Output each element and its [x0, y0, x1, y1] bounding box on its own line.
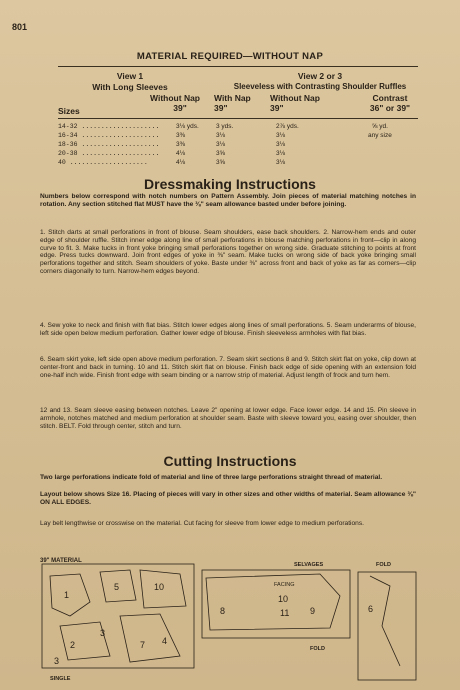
- cell: 3⅛: [216, 132, 226, 139]
- view1-sub: With Long Sleeves: [92, 82, 168, 92]
- fold-label: FOLD: [376, 562, 391, 568]
- table-row: 16-34 ....................: [58, 132, 160, 139]
- cell: 3⅛: [276, 132, 286, 139]
- cell: 3⅛: [276, 159, 286, 166]
- sizes-label: Sizes: [58, 106, 80, 116]
- divider: [58, 118, 418, 119]
- piece-1: [50, 574, 90, 616]
- cell: 3⅛ yds.: [176, 123, 199, 130]
- skirt-piece: [206, 574, 340, 630]
- cell: 3⅛: [276, 150, 286, 157]
- material-left: [42, 564, 194, 668]
- material-title: MATERIAL REQUIRED—WITHOUT NAP: [136, 51, 324, 62]
- table-row: 18-36 ....................: [58, 141, 160, 148]
- cell: 3⅜: [176, 132, 186, 139]
- with-nap: With Nap: [214, 93, 251, 103]
- view1-col: Without Nap: [150, 93, 200, 103]
- cell: 3⅛: [216, 141, 226, 148]
- piece-label: 5: [114, 582, 120, 592]
- piece-label: 9: [310, 606, 316, 616]
- cell: 3 yds.: [216, 123, 234, 130]
- cell: ⅝ yd.: [372, 123, 388, 130]
- table-row: 20-38 ....................: [58, 150, 160, 157]
- cell: 2⅞ yds.: [276, 123, 299, 130]
- cutting-title: Cutting Instructions: [163, 453, 297, 469]
- cell: 3⅛: [276, 141, 286, 148]
- material-label: 39" MATERIAL: [40, 558, 82, 564]
- piece-label: 7: [140, 640, 146, 650]
- dressmaking-step-12: 12 and 13. Seam sleeve easing between notches. Leave 2" opening at lower edge. Face lower edge. 14 and 15. Pin sleeve in armhole, notches matched and medium perforation at shoulder seam. Baste with sleeve toward you, easing over shoulder, then stitch. BELT. Fold through center, stitch and turn.: [40, 407, 416, 430]
- piece-label: 10: [278, 594, 289, 604]
- view23-title: View 2 or 3: [297, 71, 343, 81]
- layout-svg: [40, 556, 420, 682]
- table-row: 14-32 ....................: [58, 123, 160, 130]
- fold-label-bottom: FOLD: [310, 646, 325, 652]
- piece-label: 1: [64, 590, 70, 600]
- cell: 4⅛: [176, 159, 186, 166]
- piece-7: [120, 614, 180, 662]
- piece-label: 11: [280, 608, 290, 618]
- without-nap-width: 39": [270, 103, 284, 113]
- piece-label: 10: [154, 582, 165, 592]
- contrast-width: 36" or 39": [369, 103, 411, 113]
- piece-label: 6: [368, 604, 374, 614]
- belt-piece: [370, 576, 400, 666]
- without-nap: Without Nap: [270, 93, 320, 103]
- selvages-label: SELVAGES: [294, 562, 324, 568]
- table-row: 40 ....................: [58, 159, 148, 166]
- cell: 3⅝: [216, 159, 226, 166]
- piece-label: 4: [162, 636, 168, 646]
- piece-label: 8: [220, 606, 226, 616]
- cell: 3⅜: [176, 141, 186, 148]
- piece-label: 3: [100, 628, 106, 638]
- cell: any size: [368, 132, 392, 139]
- single-label: SINGLE: [50, 676, 71, 682]
- cutting-intro: Two large perforations indicate fold of material and line of three large perforations straight thread of material.: [40, 474, 383, 481]
- cutting-layout: Layout below shows Size 16. Placing of pieces will vary in other sizes and other widths of material. Seam allowance ⅜" ON ALL EDGES.: [40, 491, 416, 506]
- material-right: [358, 572, 416, 680]
- page-number: 801: [12, 22, 28, 32]
- cell: 4⅛: [176, 150, 186, 157]
- divider: [58, 66, 418, 67]
- cutting-belt: Lay belt lengthwise or crosswise on the material. Cut facing for sleeve from lower edge to medium perforations.: [40, 520, 364, 527]
- cell: 3⅝: [216, 150, 226, 157]
- view23-sub: Sleeveless with Contrasting Shoulder Ruffles: [233, 82, 407, 91]
- piece-label: 3: [54, 656, 60, 666]
- cutting-layout-diagram: [40, 556, 420, 682]
- contrast: Contrast: [372, 93, 408, 103]
- dressmaking-intro: Numbers below correspond with notch numbers on Pattern Assembly. Join pieces of material matching notches in rotation. Any section stitched flat MUST have the ⅜" seam allowance basted under before joining.: [40, 193, 416, 208]
- dressmaking-step-1: 1. Stitch darts at small perforations in front of blouse. Seam shoulders, ease back shoulders. 2. Narrow-hem ends and outer edge of shoulder ruffle. Stitch inner edge along line of small perforations in blouse matching perforations in front—clip in along curve to fit. 3. Make tucks in front yoke bringing small perforations together on wrong side. Graduate stitching to points at front edge. Press tucks downward. Join front edges of yoke in ⅜" seam. Make tucks on wrong side of back yoke bringing small perforations together and stitch. Seam shoulders of yoke. Baste under ⅜" across front and back of yoke as far as corners—clip corners diagonally to turn. Narrow-hem edges beyond.: [40, 229, 416, 275]
- with-nap-width: 39": [214, 103, 228, 113]
- dressmaking-step-6: 6. Seam skirt yoke, left side open above medium perforation. 7. Seam skirt sections 8 and 9. Stitch skirt flat on yoke, clip down at center-front and back in turning. 10 and 11. Stitch skirt flat on blouse. Finish back edge of side opening with an extension fold one-half inch wide. Finish front edge with seam binding or a narrow strip of material. Adjust length of frock and turn hem.: [40, 356, 416, 379]
- view1-col2: 39": [173, 103, 187, 113]
- dressmaking-title: Dressmaking Instructions: [144, 176, 316, 192]
- piece-label: 2: [70, 640, 76, 650]
- dressmaking-step-4: 4. Sew yoke to neck and finish with flat bias. Stitch lower edges along lines of small perforations. 5. Seam underarms of blouse, left side open below medium perforation. Gather lower edge of blouse. Finish sleeveless armholes with flat bias.: [40, 322, 416, 337]
- view1-title: View 1: [116, 71, 144, 81]
- facing-label: FACING: [274, 582, 295, 588]
